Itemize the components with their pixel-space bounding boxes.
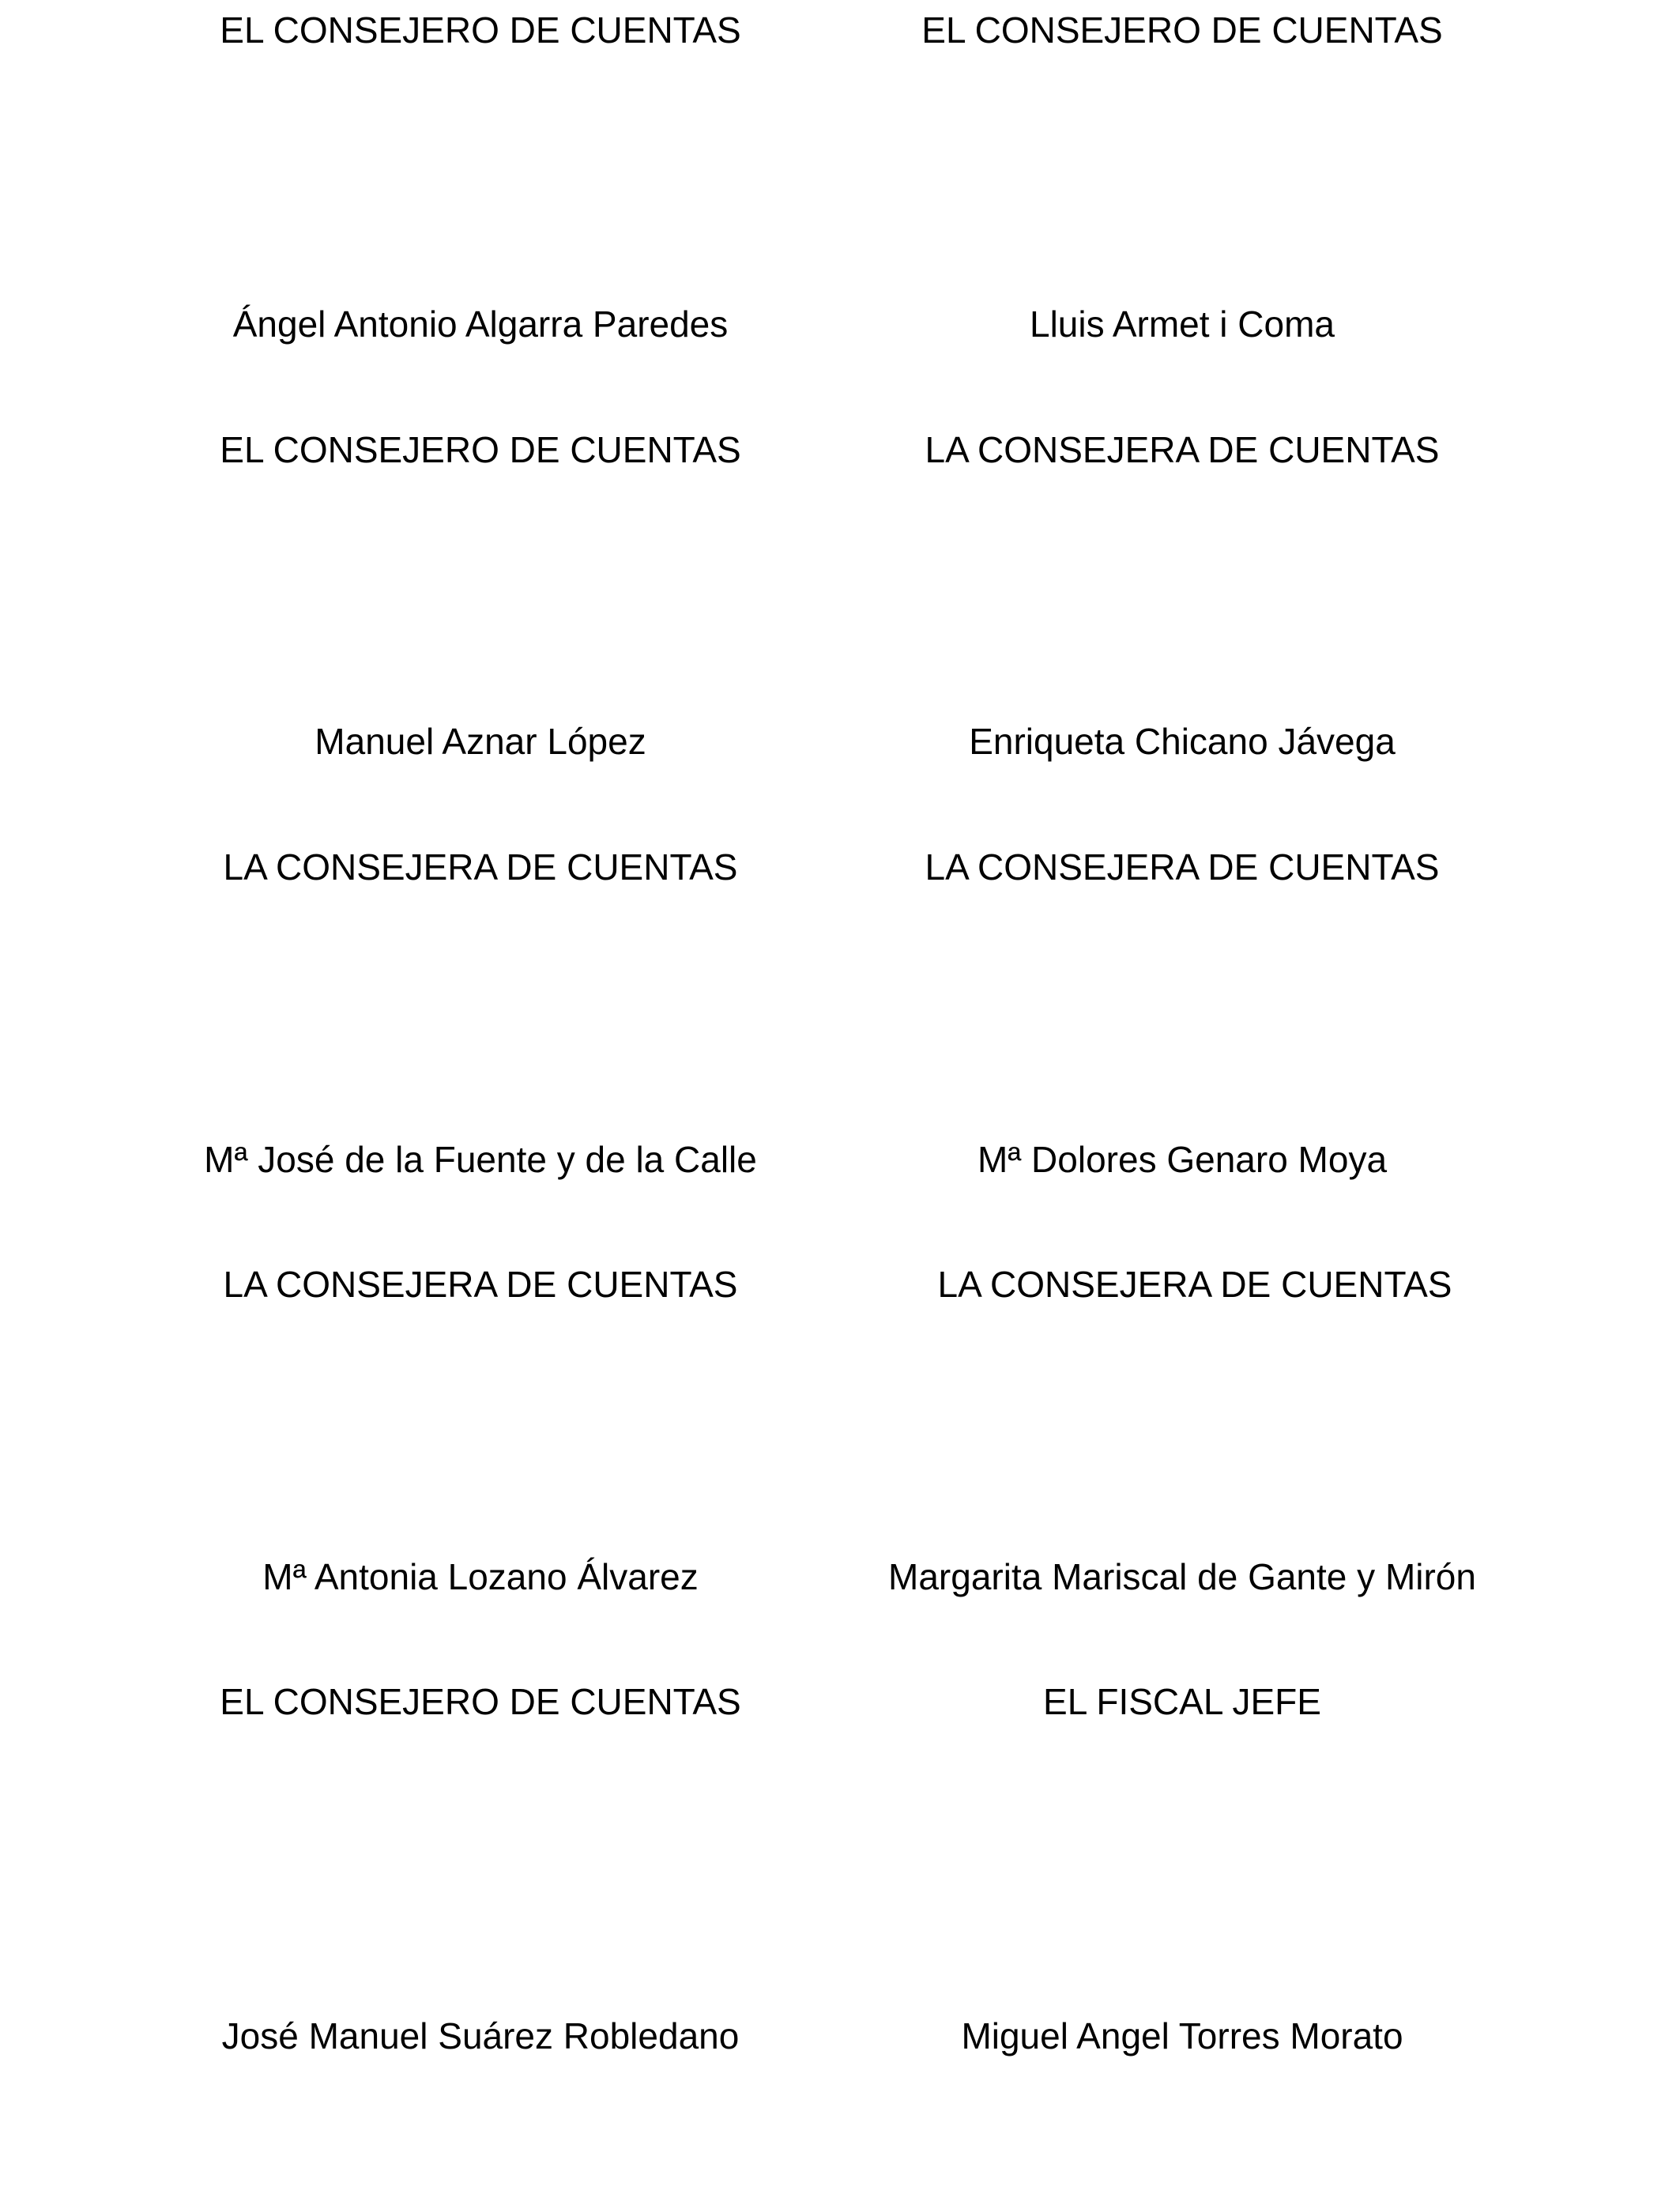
signature-title-right-1: EL CONSEJERO DE CUENTAS xyxy=(921,9,1443,51)
signature-title-right-5: EL FISCAL JEFE xyxy=(1043,1681,1321,1722)
signatory-name-right-5: Miguel Angel Torres Morato xyxy=(961,2015,1403,2056)
signatory-name-left-3: Mª José de la Fuente y de la Calle xyxy=(204,1139,757,1180)
signature-title-left-1: EL CONSEJERO DE CUENTAS xyxy=(220,9,741,51)
signatory-name-right-3: Mª Dolores Genaro Moya xyxy=(977,1139,1388,1180)
signatory-name-right-1: Lluis Armet i Coma xyxy=(1029,303,1335,345)
signature-title-left-4: LA CONSEJERA DE CUENTAS xyxy=(223,1264,738,1305)
signatory-name-left-1: Ángel Antonio Algarra Paredes xyxy=(232,303,729,345)
signature-title-right-3: LA CONSEJERA DE CUENTAS xyxy=(925,846,1440,888)
signature-title-right-2: LA CONSEJERA DE CUENTAS xyxy=(925,429,1440,470)
signature-title-right-4: LA CONSEJERA DE CUENTAS xyxy=(937,1264,1452,1305)
signatory-name-right-4: Margarita Mariscal de Gante y Mirón xyxy=(888,1556,1476,1597)
signature-title-left-3: LA CONSEJERA DE CUENTAS xyxy=(223,846,738,888)
signatory-name-left-2: Manuel Aznar López xyxy=(315,721,646,762)
signatory-name-left-4: Mª Antonia Lozano Álvarez xyxy=(262,1556,699,1597)
signatory-name-right-2: Enriqueta Chicano Jávega xyxy=(969,721,1396,762)
signature-title-left-2: EL CONSEJERO DE CUENTAS xyxy=(220,429,741,470)
signature-title-left-5: EL CONSEJERO DE CUENTAS xyxy=(220,1681,741,1722)
signatory-name-left-5: José Manuel Suárez Robledano xyxy=(221,2015,740,2056)
